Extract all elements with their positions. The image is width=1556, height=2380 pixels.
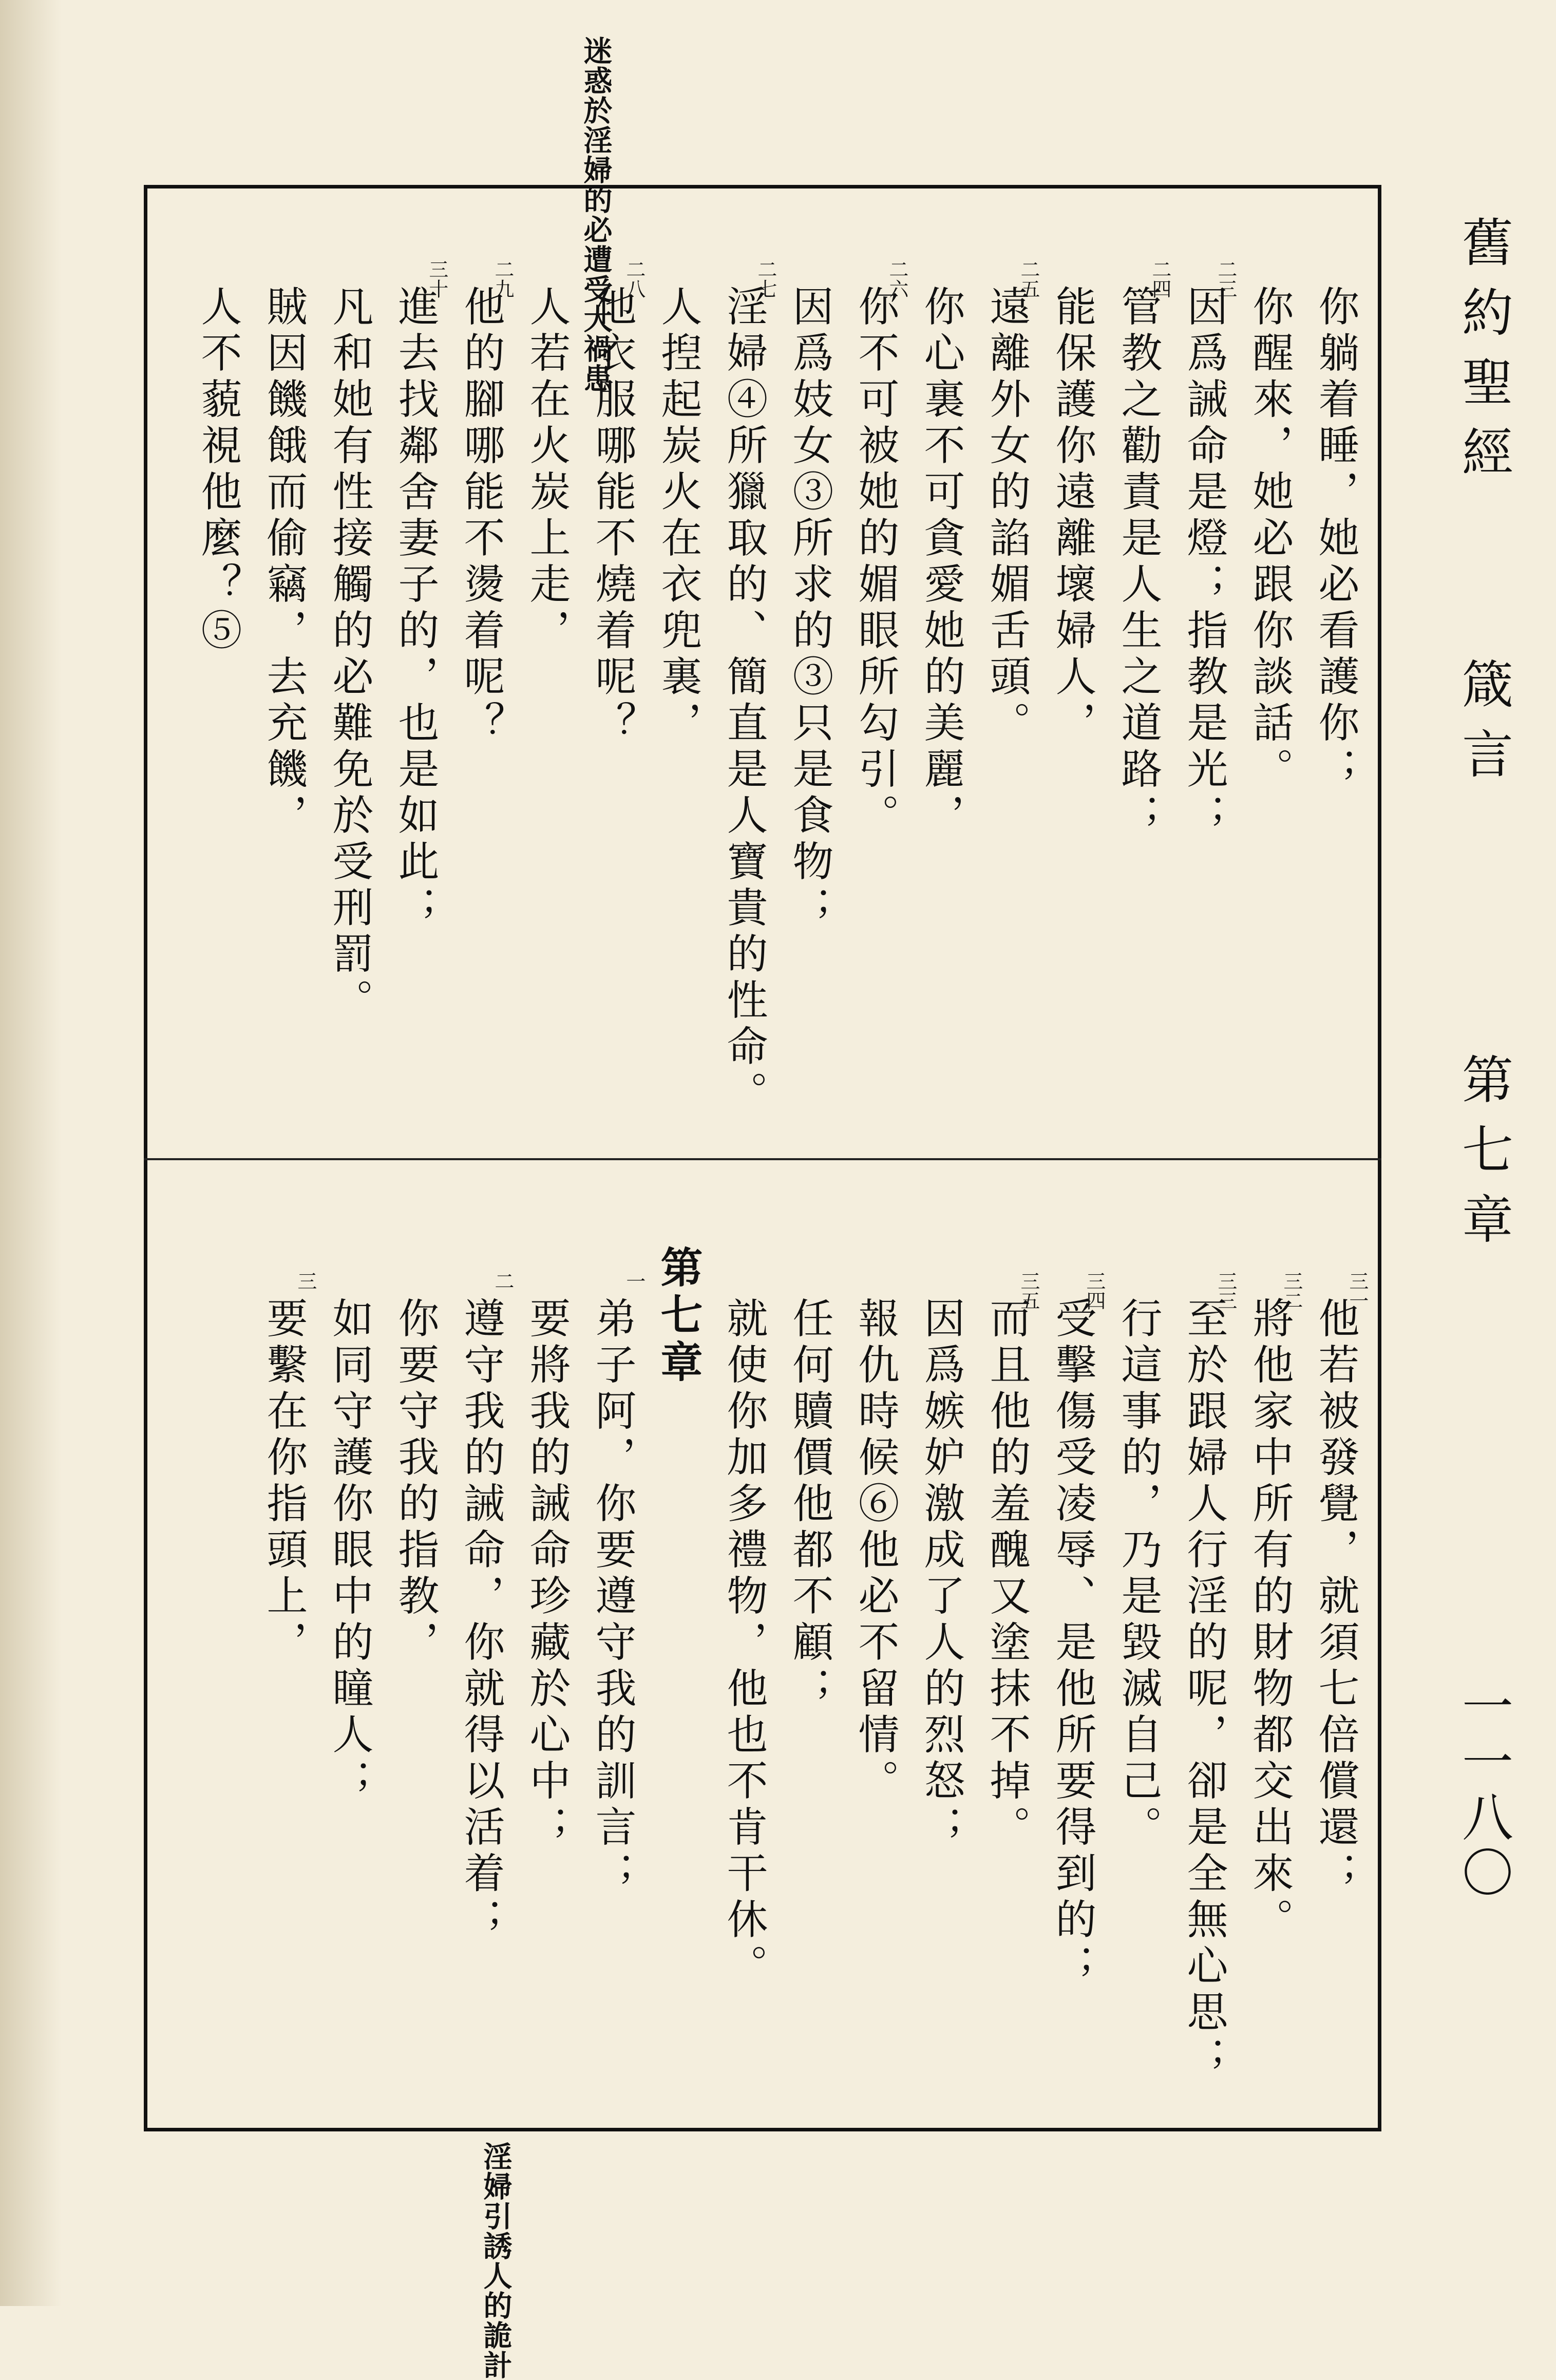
text-column: 行這事的，乃是毀滅自己。 xyxy=(1114,1297,1162,1852)
verse-number: 一 xyxy=(622,1271,646,1291)
verse-number: 二 xyxy=(491,1271,514,1291)
chapter-heading: 第七章 xyxy=(1453,1053,1513,1262)
verse-number: 三四 xyxy=(1083,1271,1106,1310)
text-column: 受擊傷受凌辱、是他所要得到的； xyxy=(1049,1297,1096,1990)
text-column: 因爲妓女③所求的③只是食物； xyxy=(786,285,833,932)
text-column: 能保護你遠離壞婦人， xyxy=(1049,285,1096,747)
text-column: 淫婦④所獵取的、簡直是人寶貴的性命。 xyxy=(720,285,768,1117)
page-number: 一一八〇 xyxy=(1453,1679,1513,1901)
text-column: 如同守護你眼中的瞳人； xyxy=(326,1297,373,1805)
text-column: 報仇時候⑥他必不留情。 xyxy=(851,1297,899,1805)
text-column: 任何贖價他都不顧； xyxy=(786,1297,833,1713)
text-column: 因爲誡命是燈；指教是光； xyxy=(1180,285,1228,840)
verse-number: 二四 xyxy=(1148,259,1171,298)
book-name: 箴言 xyxy=(1453,657,1513,797)
text-column: 他衣服哪能不燒着呢？ xyxy=(589,285,636,747)
text-column: 你不可被她的媚眼所勾引。 xyxy=(851,285,899,840)
text-column: 人若在火炭上走， xyxy=(523,285,571,655)
text-column: 而且他的羞醜又塗抹不掉。 xyxy=(983,1297,1031,1852)
page-binding-shadow xyxy=(0,0,62,2306)
text-column: 你心裏不可貪愛她的美麗， xyxy=(917,285,965,840)
text-column: 至於跟婦人行淫的呢，卻是全無心思； xyxy=(1180,1297,1228,2083)
text-column: 因爲嫉妒激成了人的烈怒； xyxy=(917,1297,965,1852)
text-column: 他的腳哪能不燙着呢？ xyxy=(457,285,505,747)
text-column: 遵守我的誡命，你就得以活着； xyxy=(457,1297,505,1944)
text-column: 就使你加多禮物，他也不肯干休。 xyxy=(720,1297,768,1990)
verse-number: 二八 xyxy=(622,259,646,298)
verse-number: 二五 xyxy=(1017,259,1040,298)
text-column: 將他家中所有的財物都交出來。 xyxy=(1246,1297,1294,1944)
section-divider xyxy=(144,1158,1381,1160)
verse-number: 三三 xyxy=(1214,1271,1237,1310)
verse-number: 三 xyxy=(294,1271,317,1291)
text-column: 人不藐視他麼？⑤ xyxy=(194,285,242,655)
text-column: 進去找鄰舍妻子的，也是如此； xyxy=(391,285,439,932)
margin-note-top: 迷惑於淫婦的必遭受大禍患 xyxy=(579,36,613,393)
text-column: 弟子阿，你要遵守我的訓言； xyxy=(589,1297,636,1898)
book-title: 舊約聖經 xyxy=(1453,216,1513,495)
text-column: 賊因饑餓而偷竊，去充饑， xyxy=(260,285,308,840)
text-column: 要繫在你指頭上， xyxy=(260,1297,308,1667)
text-column: 他若被發覺，就須七倍償還； xyxy=(1312,1297,1359,1898)
text-column: 你醒來，她必跟你談話。 xyxy=(1246,285,1294,794)
verse-number: 三二 xyxy=(1280,1271,1303,1310)
text-column: 凡和她有性接觸的必難免於受刑罰。 xyxy=(326,285,373,1025)
text-column: 你要守我的指教， xyxy=(391,1297,439,1667)
verse-number: 二七 xyxy=(754,259,777,298)
verse-number: 三五 xyxy=(1017,1271,1040,1310)
text-column: 要將我的誡命珍藏於心中； xyxy=(523,1297,571,1852)
chapter-title: 第七章 xyxy=(654,1245,703,1387)
text-column: 管教之勸責是人生之道路； xyxy=(1114,285,1162,840)
margin-note-bottom: 淫婦引誘人的詭計 xyxy=(479,2142,513,2380)
verse-number: 三十 xyxy=(425,259,448,298)
text-column: 遠離外女的諂媚舌頭。 xyxy=(983,285,1031,747)
verse-number: 三一 xyxy=(1345,1271,1369,1310)
verse-number: 二三 xyxy=(1214,259,1237,298)
verse-number: 二六 xyxy=(885,259,908,298)
text-column: 人揑起炭火在衣兜裏， xyxy=(654,285,702,747)
verse-number: 二九 xyxy=(491,259,514,298)
text-column: 你躺着睡，她必看護你； xyxy=(1312,285,1359,794)
